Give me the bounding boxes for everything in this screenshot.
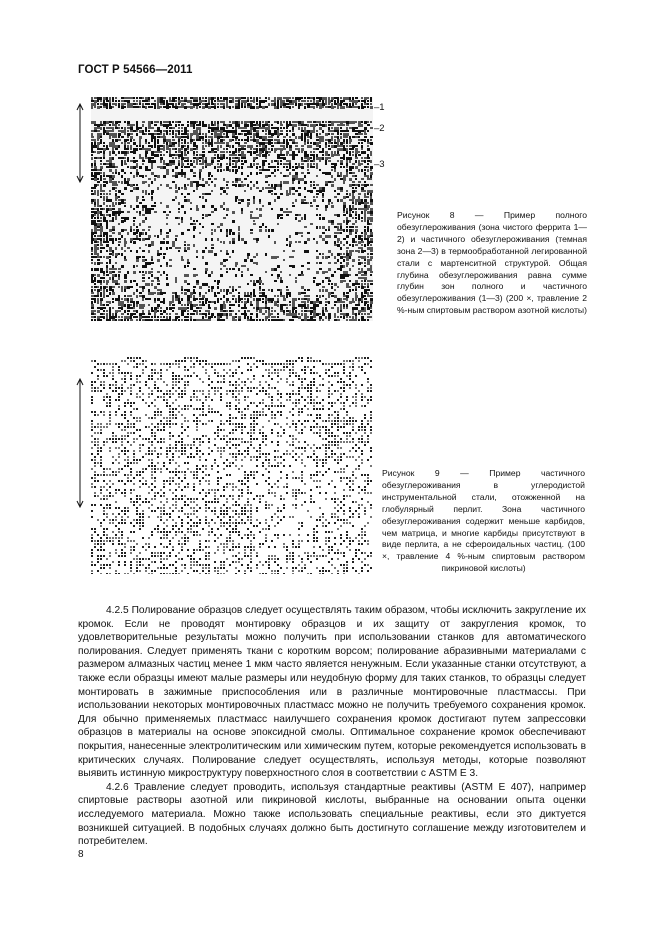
depth-arrow-figure9 bbox=[76, 378, 84, 508]
figure9-caption: Рисунок 9 — Пример частичного обезуглероживания в углеродистой инструментальной стали, отожженной на глобулярный перлит. Зона частичного обезуглероживания содержит меньше карбидов, чем матрица, и многие карбиды присутствуют в виде перлита, а не сфероидальных частиц. (100 ×, травление 4 %-ным спиртовым раствором пикриновой кислоты) bbox=[382, 468, 585, 574]
paragraph-4-2-5: 4.2.5 Полирование образцов следует осуществлять таким образом, чтобы исключить закругление их кромок. Если не проводят монтировку образцов и их защиту от закругления кромок, то удовлетворительные результаты можно получить при использовании станков для автоматического полирования. Следует применять ткани с коротким ворсом; полирование абразивными материалами с размером алмазных частиц менее 1 мкм часто является ненужным. Если указанные станки отсутствуют, а также если образцы имеют малые размеры или неудобную форму для таких станков, то образцы следует монтировать в зажимные приспособления или в различные монтировочные пластмассы. При использовании некоторых монтировочных пластмасс можно не получить требуемого сохранения кромок. Для обычно применяемых пластмасс наилучшего сохранения кромок достигают путем запрессовки образцов в материалы на основе эпоксидной смолы. Оптимальное сохранение кромок обеспечивают покрытия, нанесенные электролитическим или химическим путем, которые рекомендуется использовать в критических случаях. Полирование следует осуществлять, используя методы, которые позволяют выявить истинную микроструктуру поверхностного слоя в соответствии с ASTM E 3. bbox=[78, 605, 586, 780]
body-text bbox=[78, 604, 586, 849]
zone-marker-1: –1 bbox=[374, 102, 385, 113]
paragraph-4-2-6: 4.2.6 Травление следует проводить, используя стандартные реактивы (ASTM E 407), например спиртовые растворы азотной или пикриновой кислоты, выбранные на основании опыта оценки исследуемого материала. Можно также использовать специальные реактивы, если это диктуется возникшей ситуацией. В подобных случаях должно быть достигнуто соглашение между изготовителем и потребителем. bbox=[78, 781, 586, 848]
document-header: ГОСТ Р 54566—2011 bbox=[78, 64, 193, 76]
micrograph-figure9 bbox=[91, 351, 373, 574]
zone-marker-3: –3 bbox=[374, 159, 385, 170]
depth-arrow-figure8 bbox=[76, 103, 84, 183]
zone-marker-2: –2 bbox=[374, 123, 385, 134]
figure8-caption: Рисунок 8 — Пример полного обезуглероживания (зона чистого феррита 1—2) и частичного обезуглероживания (темная зона 2—3) в термообработанной легированной стали с мартенситной структурой. Общая глубина обезуглероживания равна сумме глубин зон полного и частичного обезуглероживания (1—3) (200 ×, травление 2 %-ным спиртовым раствором азотной кислоты) bbox=[397, 210, 587, 316]
micrograph-figure8 bbox=[91, 97, 373, 321]
page-number: 8 bbox=[78, 849, 84, 860]
